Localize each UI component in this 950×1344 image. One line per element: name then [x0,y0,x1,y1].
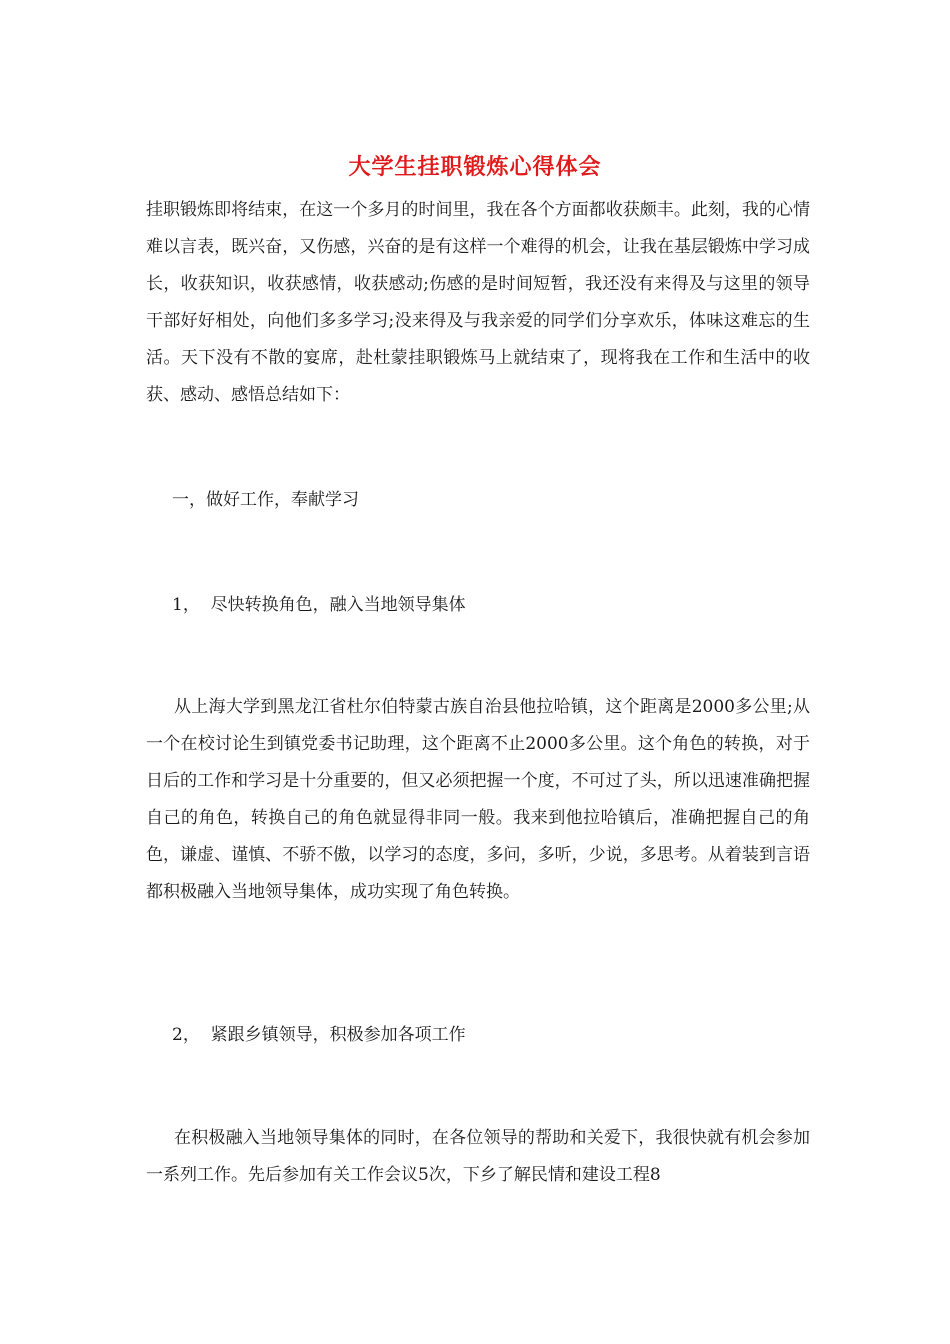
section-heading-1: 一，做好工作，奉献学习 [172,490,359,510]
document-title: 大学生挂职锻炼心得体会 [348,154,602,180]
subsection-heading-1: 1， 尽快转换角色，融入当地领导集体 [172,595,466,615]
intro-paragraph: 挂职锻炼即将结束，在这一个多月的时间里，我在各个方面都收获颇丰。此刻，我的心情难以言表，既兴奋，又伤感，兴奋的是有这样一个难得的机会，让我在基层锻炼中学习成长，收获知识，收获感情，收获感动;伤感的是时间短暂，我还没有来得及与这里的领导干部好好相处，向他们多多学习;没来得及与我亲爱的同学们分享欢乐，体味这难忘的生活。天下没有不散的宴席，赴杜蒙挂职锻炼马上就结束了，现将我在工作和生活中的收获、感动、感悟总结如下： [146,200,810,405]
subsection-body-1: 从上海大学到黑龙江省杜尔伯特蒙古族自治县他拉哈镇，这个距离是2000多公里;从一个在校讨论生到镇党委书记助理，这个距离不止2000多公里。这个角色的转换，对于日后的工作和学习是十分重要的，但又必须把握一个度，不可过了头，所以迅速准确把握自己的角色，转换自己的角色就显得非同一般。我来到他拉哈镇后，准确把握自己的角色，谦虚、谨慎、不骄不傲，以学习的态度，多问，多听，少说，多思考。从着装到言语都积极融入当地领导集体，成功实现了角色转换。 [146,697,810,902]
subsection-heading-2: 2， 紧跟乡镇领导，积极参加各项工作 [172,1025,466,1045]
subsection-body-2: 在积极融入当地领导集体的同时，在各位领导的帮助和关爱下，我很快就有机会参加一系列工作。先后参加有关工作会议5次，下乡了解民情和建设工程8 [146,1128,810,1185]
